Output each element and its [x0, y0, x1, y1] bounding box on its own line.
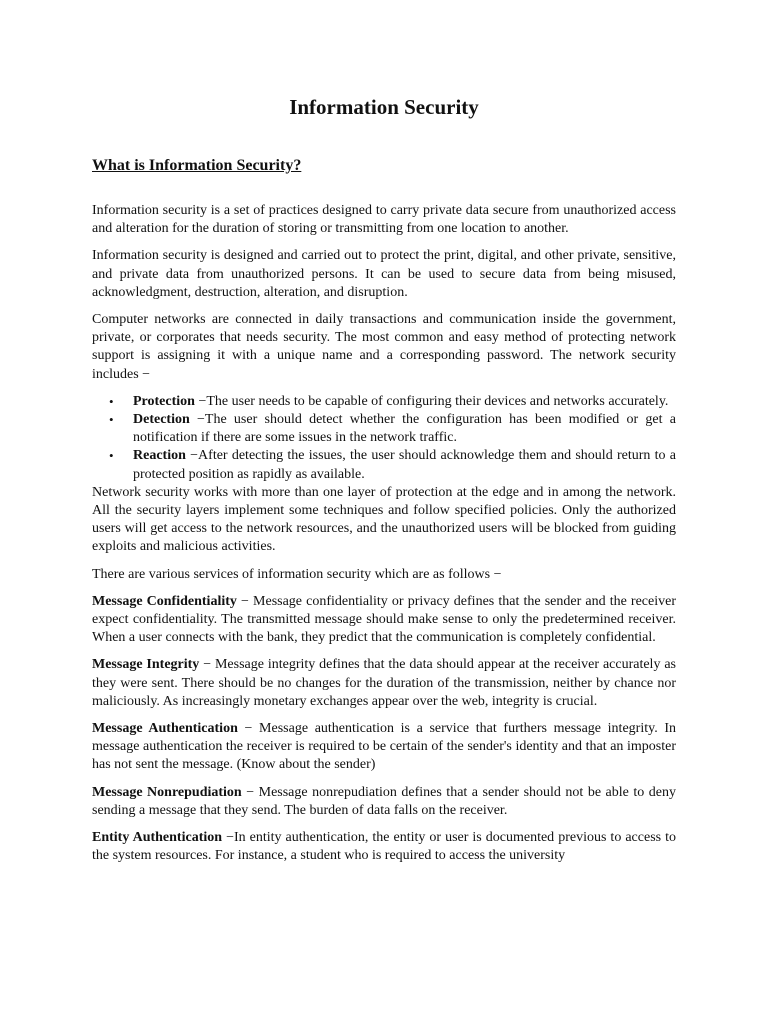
service-text: − Message nonrepudiation defines that a sender should not be able to deny sending a message that they send. The burden of data falls on the receiver.	[92, 784, 676, 818]
list-item-text: −The user needs to be capable of configuring their devices and networks accurately.	[194, 393, 669, 409]
service-message-integrity	[92, 656, 676, 711]
service-term: Message Authentication	[92, 721, 238, 737]
bullet-icon: •	[109, 393, 114, 409]
list-item	[109, 393, 676, 411]
bullet-icon: •	[109, 448, 114, 464]
service-term: Message Nonrepudiation	[92, 784, 242, 800]
list-item-text: −The user should detect whether the configuration has been modified or get a notification if there are some issues in the network traffic.	[133, 412, 676, 446]
service-term: Message Confidentiality	[92, 593, 237, 609]
paragraph-intro-3: Computer networks are connected in daily transactions and communication inside the government, private, or corporates that needs security. The most common and easy method of protecting network support is assigning it with a unique name and a corresponding password. The network security includes −	[92, 312, 676, 382]
service-entity-authentication	[92, 829, 676, 865]
list-item-term: Detection	[133, 412, 190, 428]
paragraph-intro-1: Information security is a set of practices designed to carry private data secure from unauthorized access and alteration for the duration of storing or transmitting from one location to another.	[92, 203, 676, 237]
paragraph-intro-2: Information security is designed and carried out to protect the print, digital, and other private, sensitive, and private data from unauthorized persons. It can be used to secure data from being misused, acknowledgment, destruction, alteration, and disruption.	[92, 248, 676, 300]
list-item-term: Reaction	[133, 448, 186, 464]
service-text: − Message confidentiality or privacy defines that the sender and the receiver expect confidentiality. The transmitted message should make sense to only the predetermined receiver. When a user connects with the bank, they predict that the communication is completely confidential.	[92, 593, 676, 646]
service-text: − Message integrity defines that the data should appear at the receiver accurately as they were sent. There should be no changes for the duration of the transmission, neither by chance nor maliciously. As increasingly monetary exchanges appear over the web, integrity is crucial.	[92, 657, 677, 709]
list-item	[109, 411, 676, 447]
service-term: Message Integrity	[92, 657, 200, 673]
document-title: Information Security	[289, 95, 479, 119]
paragraph-services-intro: There are various services of information security which are as follows −	[92, 566, 502, 582]
service-term: Entity Authentication	[92, 830, 223, 846]
service-text: −In entity authentication, the entity or user is documented previous to access to the system resources. For instance, a student who is required to access the university	[92, 830, 676, 864]
list-item	[109, 447, 676, 483]
paragraph-network-layers: Network security works with more than one layer of protection at the edge and in among the network. All the security layers implement some techniques and follow specified policies. Only the authorized users will get access to the network resources, and the unauthorized users will be blocked from guiding exploits and malicious activities.	[92, 484, 676, 555]
service-text: − Message authentication is a service that furthers message integrity. In message authentication the receiver is required to be certain of the sender's identity and that an imposter has not sent the message. (Know about the sender)	[92, 721, 677, 773]
service-message-authentication	[92, 720, 676, 775]
bullet-icon: •	[109, 412, 114, 428]
service-message-confidentiality	[92, 593, 676, 648]
network-security-list	[92, 393, 676, 484]
service-message-nonrepudiation	[92, 784, 676, 820]
list-item-term: Protection	[133, 393, 195, 409]
section-heading: What is Information Security?	[92, 157, 302, 174]
list-item-text: −After detecting the issues, the user should acknowledge them and should return to a protected position as rapidly as available.	[133, 448, 676, 482]
